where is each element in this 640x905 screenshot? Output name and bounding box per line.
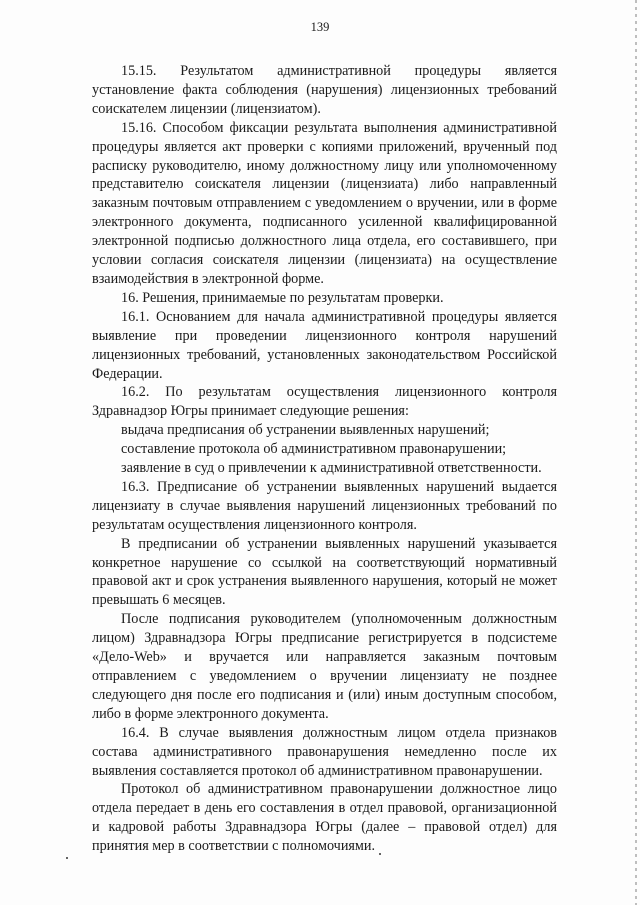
paragraph-16-3: 16.3. Предписание об устранении выявленных нарушений выдается лицензиату в случае выявления нарушений лицензионных требований по результатам осуществления лицензионного контроля. bbox=[92, 478, 557, 533]
paragraph-protocol-transfer: Протокол об административном правонарушении должностное лицо отдела передает в день его составления в отдел правовой, организационной и кадровой работы Здравнадзора Югры (далее – правовой отдел) для принятия мер в соответствии с полномочиями. bbox=[92, 781, 557, 855]
scan-speck bbox=[66, 857, 68, 859]
paragraph-15-15: 15.15. Результатом административной процедуры является установление факта соблюдения (нарушения) лицензионных требований соискателем лицензии (лицензиатом). bbox=[92, 63, 557, 117]
paragraph-15-16: 15.16. Способом фиксации результата выполнения административной процедуры является акт проверки с копиями приложений, врученный под расписку руководителю, иному должностному лицу или уполномоченному представителю соискателя лицензии (лицензиата) либо направленный заказным почтовым отправлением с уведомлением о вручении, или в форме электронного документа, подписанного усиленной квалифицированной электронной подписью должностного лица отдела, его составившего, при условии согласия соискателя лицензии (лицензиата) на осуществление взаимодействия в электронной форме. bbox=[92, 119, 557, 287]
list-item-protocol: составление протокола об административном правонарушении; bbox=[121, 441, 507, 458]
paragraph-prescription-content: В предписании об устранении выявленных нарушений указывается конкретное нарушение со ссылкой на соответствующий нормативный правовой акт и срок устранения выявленного нарушения, который не может превышать 6 месяцев. bbox=[92, 535, 557, 609]
paragraph-16-heading: 16. Решения, принимаемые по результатам проверки. bbox=[121, 289, 444, 306]
paragraph-prescription-registration: После подписания руководителем (уполномоченным должностным лицом) Здравнадзора Югры предписание регистрируется в подсистеме «Дело-Web» и вручается или направляется заказным почтовым отправлением с уведомлением о вручении лицензиату не позднее следующего дня после его подписания и (или) иным доступным способом, либо в форме электронного документа. bbox=[92, 611, 557, 722]
scan-edge-artifact bbox=[635, 0, 637, 905]
paragraph-16-4: 16.4. В случае выявления должностным лицом отдела признаков состава административного правонарушения немедленно после их выявления составляется протокол об административном правонарушении. bbox=[92, 724, 557, 779]
document-body bbox=[92, 62, 557, 856]
paragraph-16-2: 16.2. По результатам осуществления лицензионного контроля Здравнадзор Югры принимает следующие решения: bbox=[92, 384, 557, 420]
list-item-prescription: выдача предписания об устранении выявленных нарушений; bbox=[121, 422, 490, 439]
scan-speck bbox=[379, 853, 381, 855]
paragraph-16-1: 16.1. Основанием для начала административной процедуры является выявление при проведении лицензионного контроля нарушений лицензионных требований, установленных законодательством Российской Федерации. bbox=[92, 308, 557, 382]
list-item-court: заявление в суд о привлечении к административной ответственности. bbox=[121, 460, 542, 477]
page-number: 139 bbox=[310, 20, 330, 34]
